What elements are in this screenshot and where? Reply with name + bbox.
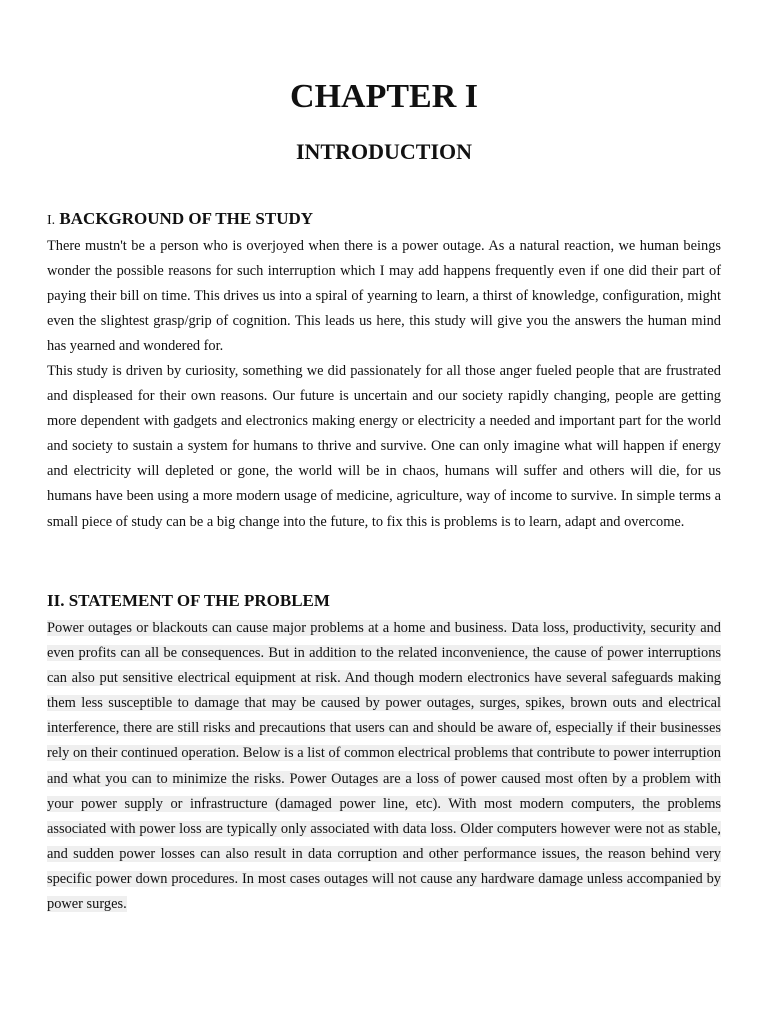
section-heading-problem: II. STATEMENT OF THE PROBLEM — [47, 591, 330, 610]
section-heading-background — [47, 208, 313, 232]
highlighted-text: Power outages or blackouts can cause major problems at a home and business. Data loss, productivity, security and even profits can all be consequences. But in addition to the related inconvenience, the cause of power interruptions can also put sensitive electrical equipment at risk. And though modern electronics have several safeguards making them less susceptible to damage that may be caused by power outages, surges, spikes, brown outs and electrical interference, there are still risks and precautions that users can and should be aware of, especially if their businesses rely on their continued operation. Below is a list of common electrical problems that contribute to power interruption and what you can to minimize the risks. Power Outages are a loss of power caused most often by a problem with your power supply or infrastructure (damaged power line, etc). With most modern computers, the problems associated with power loss are typically only associated with data loss. Older computers however were not as stable, and sudden power losses can also result in data corruption and other performance issues, the reason behind very specific power down procedures. In most cases outages will not cause any hardware damage unless accompanied by power surges. — [47, 620, 721, 913]
section-number: I. — [47, 213, 56, 228]
background-paragraph-1: There mustn't be a person who is overjoyed when there is a power outage. As a natural reaction, we human beings wonder the possible reasons for such interruption which I may add happens frequently even if one did their part of paying their bill on time. This drives us into a spiral of yearning to learn, a thirst of knowledge, configuration, might even the slightest grasp/grip of cognition. This leads us here, this study will give you the answers the human mind has yearned and wondered for. — [47, 238, 721, 355]
chapter-subtitle: INTRODUCTION — [295, 139, 473, 164]
section-heading-text: BACKGROUND OF THE STUDY — [59, 209, 314, 228]
problem-paragraph — [47, 616, 721, 917]
background-paragraph-2: This study is driven by curiosity, something we did passionately for all those anger fueled people that are frustrated and displeased for their own reasons. Our future is uncertain and our society rapidly changing, people are getting more dependent with gadgets and electronics making energy or electricity a needed and important part for the world and society to sustain a system for humans to thrive and survive. One can only imagine what will happen if energy and electricity will depleted or gone, the world will be in chaos, humans will suffer and others will die, for us humans have been using a more modern usage of medicine, agriculture, way of income to survive. In simple terms a small piece of study can be a big change into the future, to fix this is problems is to learn, adapt and overcome. — [47, 363, 721, 530]
chapter-title: CHAPTER I — [290, 78, 478, 115]
